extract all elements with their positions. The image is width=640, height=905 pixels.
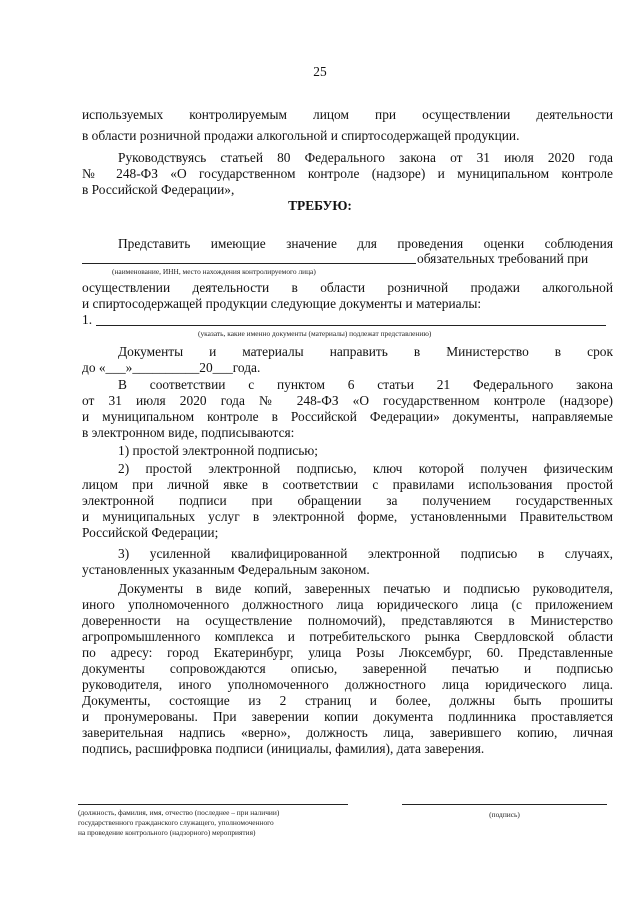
para6-line5: по адресу: город Екатеринбург, улица Розы Люксембург, 60. Представленные [82,645,613,660]
para1-line1: используемых контролируемым лицом при осуществлении деятельности [82,107,613,122]
para5-line3: и муниципальном контроле в Российской Федерации» документы, направляемые [82,409,613,424]
para2-line3: в Российской Федерации», [82,182,235,197]
para3-line3: осуществлении деятельности в области розничной продажи алкогольной [82,280,613,295]
list-item-2-line3: электронной подписи при обращении за получением государственных [82,493,613,508]
list-item-2-line5: Российской Федерации; [82,525,219,540]
list-item-2-line2: лицом при личной явке в соответствии с правилами использования простой [82,477,613,492]
para1-line2: в области розничной продажи алкогольной и спиртосодержащей продукции. [82,128,520,143]
item-number: 1. [82,312,93,327]
official-position-hint-line3: на проведение контрольного (надзорного) мероприятия) [78,828,256,837]
list-item-2-line1: 2) простой электронной подписью, ключ которой получен физическим [118,461,613,476]
official-position-line [78,804,348,805]
para6-line2: иного уполномоченного должностного лица юридического лица (с приложением [82,597,613,612]
demand-heading: ТРЕБУЮ: [288,198,352,213]
para6-line11: подпись, расшифровка подписи (инициалы, фамилия), дата заверения. [82,741,485,756]
para5-line2: от 31 июля 2020 года № 248-ФЗ «О государственном контроле (надзоре) [82,393,613,408]
documents-hint: (указать, какие именно документы (материалы) подлежат представлению) [198,329,432,338]
entity-blank-line [82,263,416,264]
list-item-3-line1: 3) усиленной квалифицированной электронной подписью в случаях, [118,546,613,561]
para3-line1: Представить имеющие значение для проведения оценки соблюдения [118,236,613,251]
para4-line2: до «___»__________20___года. [82,360,261,375]
para3-line2-tail: обязательных требований при [417,251,589,266]
official-position-hint-line1: (должность, фамилия, имя, отчество (последнее – при наличии) [78,808,280,817]
list-item-1: 1) простой электронной подписью; [118,443,319,458]
para6-line7: руководителя, иного уполномоченного должностного лица юридического лица. [82,677,613,692]
para3-line4: и спиртосодержащей продукции следующие документы и материалы: [82,296,482,311]
documents-blank-line [96,325,606,326]
signature-line [402,804,607,805]
para2-line1: Руководствуясь статьей 80 Федерального закона от 31 июля 2020 года [118,150,613,165]
para6-line3: доверенности на осуществление полномочий), представляются в Министерство [82,613,613,628]
para6-line8: Документы, состоящие из 2 страниц и более, должны быть прошиты [82,693,613,708]
signature-hint: (подпись) [489,810,520,819]
para5-line4: в электронном виде, подписываются: [82,425,295,440]
para2-line2: № 248-ФЗ «О государственном контроле (надзоре) и муниципальном контроле [82,166,613,181]
page-number: 25 [313,64,327,79]
list-item-2-line4: и муниципальных услуг в электронной форме, установленными Правительством [82,509,613,524]
official-position-hint-line2: государственного гражданского служащего, уполномоченного [78,818,274,827]
para6-line10: заверительная надпись «верно», должность лица, заверившего копию, личная [82,725,613,740]
para6-line6: документы сопровождаются описью, заверенной печатью и подписью [82,661,613,676]
entity-hint: (наименование, ИНН, место нахождения контролируемого лица) [112,267,316,276]
list-item-3-line2: установленных указанным Федеральным законом. [82,562,370,577]
para4-line1: Документы и материалы направить в Министерство в срок [118,344,613,359]
para5-line1: В соответствии с пунктом 6 статьи 21 Федерального закона [118,377,613,392]
para6-line9: и пронумерованы. При заверении копии документа подлинника проставляется [82,709,613,724]
para6-line1: Документы в виде копий, заверенных печатью и подписью руководителя, [118,581,613,596]
para6-line4: агропромышленного комплекса и потребительского рынка Свердловской области [82,629,613,644]
